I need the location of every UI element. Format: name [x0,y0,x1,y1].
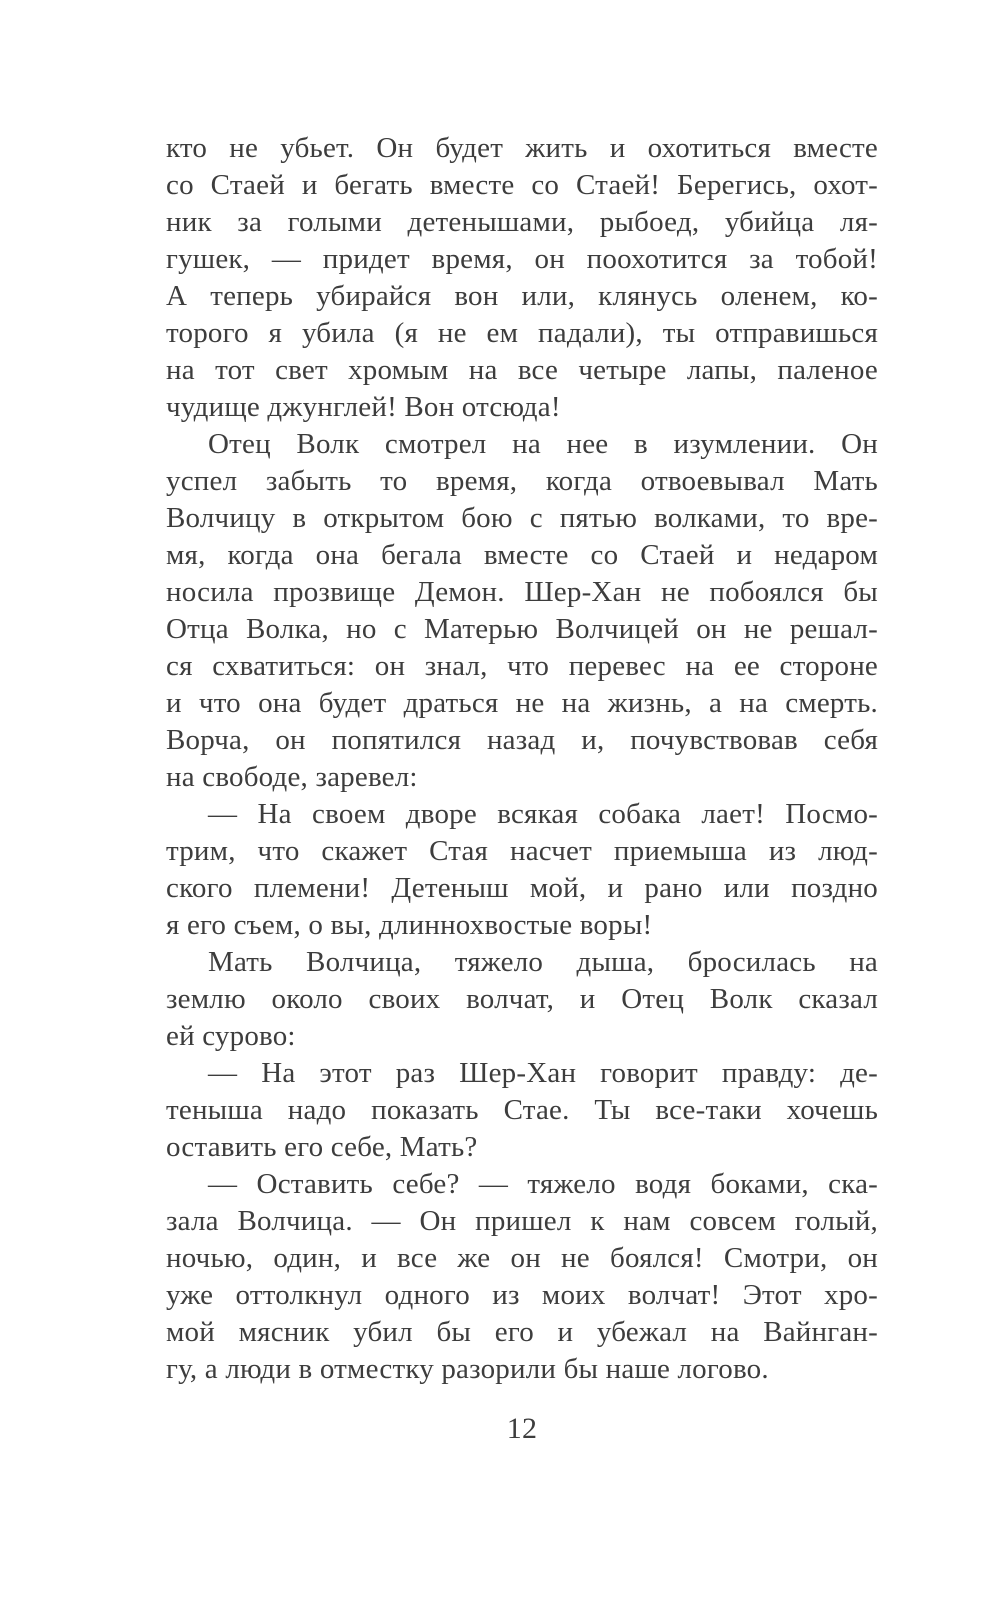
text-line: уже оттолкнул одного из моих волчат! Этот хро- [166,1279,878,1311]
text-block [166,130,878,1447]
text-line: трим, что скажет Стая насчет приемыша из люд- [166,835,878,867]
text-line: Мать Волчица, тяжело дыша, бросилась на [208,946,878,978]
text-line: ся схватиться: он знал, что перевес на ее стороне [166,650,878,682]
text-line: мой мясник убил бы его и убежал на Вайнган- [166,1316,878,1348]
text-line: А теперь убирайся вон или, клянусь оленем, ко- [166,280,878,312]
text-line: я его съем, о вы, длиннохвостые воры! [166,909,653,941]
text-line: гу, а люди в отместку разорили бы наше логово. [166,1353,769,1385]
text-line: на тот свет хромым на все четыре лапы, паленое [166,354,878,386]
text-line: — На своем дворе всякая собака лает! Посмо- [208,798,878,830]
page-number: 12 [506,1412,538,1445]
text-line: чудище джунглей! Вон отсюда! [166,391,561,423]
text-line: землю около своих волчат, и Отец Волк сказал [166,983,878,1015]
text-line: гушек, — придет время, он поохотится за тобой! [166,243,878,275]
text-line: ей сурово: [166,1020,296,1052]
text-line: — На этот раз Шер-Хан говорит правду: де- [208,1057,878,1089]
text-line: успел забыть то время, когда отвоевывал Мать [166,465,878,497]
text-line: со Стаей и бегать вместе со Стаей! Берегись, охот- [166,169,878,201]
text-line: кто не убьет. Он будет жить и охотиться вместе [166,132,878,164]
text-line: на свободе, заревел: [166,761,418,793]
text-line: зала Волчица. — Он пришел к нам совсем голый, [166,1205,878,1237]
text-line: Волчицу в открытом бою с пятью волками, то вре- [166,502,878,534]
text-line: Отец Волк смотрел на нее в изумлении. Он [208,428,878,460]
text-line: Ворча, он попятился назад и, почувствовав себя [166,724,878,756]
text-line: Отца Волка, но с Матерью Волчицей он не решал- [166,613,878,645]
text-line: оставить его себе, Мать? [166,1131,478,1163]
text-line: ского племени! Детеныш мой, и рано или поздно [166,872,878,904]
text-line: теныша надо показать Стае. Ты все-таки хочешь [166,1094,878,1126]
text-line: — Оставить себе? — тяжело водя боками, ска- [208,1168,878,1200]
text-line: и что она будет драться не на жизнь, а на смерть. [166,687,878,719]
text-line: носила прозвище Демон. Шер-Хан не побоялся бы [166,576,878,608]
text-line: торого я убила (я не ем падали), ты отправишься [166,317,878,349]
text-line: мя, когда она бегала вместе со Стаей и недаром [166,539,878,571]
text-line: ник за голыми детенышами, рыбоед, убийца ля- [166,206,878,238]
text-line: ночью, один, и все же он не боялся! Смотри, он [166,1242,878,1274]
